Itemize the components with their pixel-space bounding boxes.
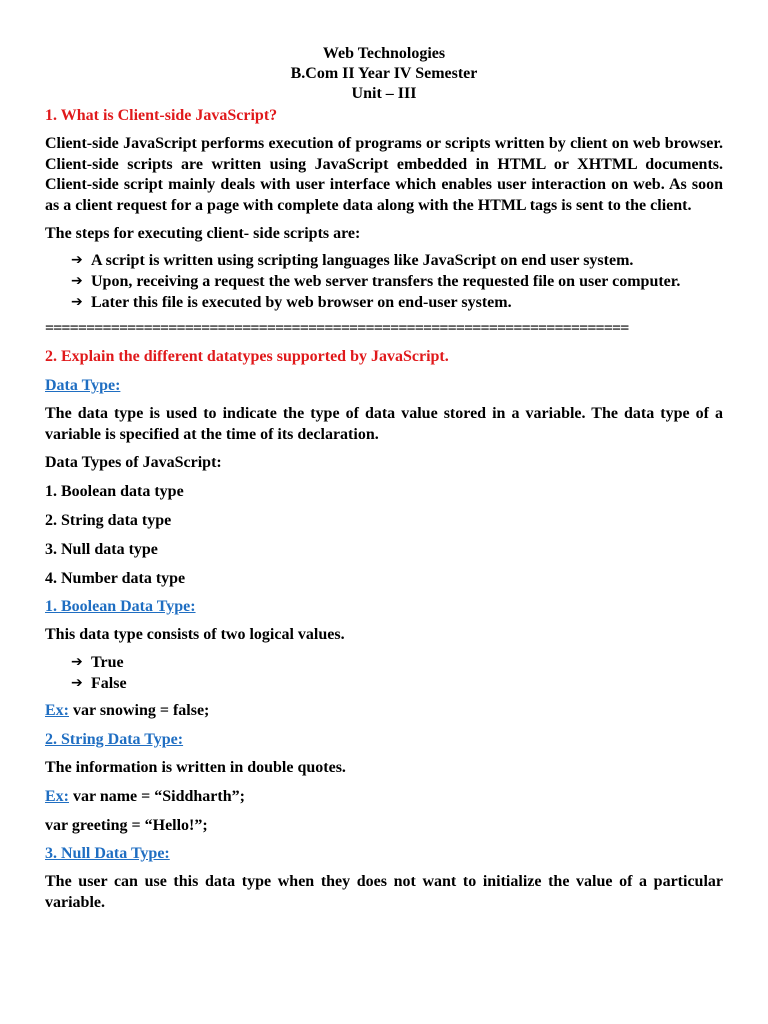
arrow-right-icon: ➔: [71, 273, 83, 289]
arrow-right-icon: ➔: [71, 675, 83, 691]
example-label: Ex:: [45, 788, 69, 805]
string-example: [45, 787, 723, 807]
q1-paragraph: Client-side JavaScript performs execution of programs or scripts written by client on web browser. Client-side scripts are written using JavaScript embedded in HTML or XHTML documents. Client-side script mainly deals with user interface which enables user interaction on web. As soon as a client request for a page with complete data along with the HTML tags is sent to the client.: [45, 135, 723, 214]
arrow-right-icon: ➔: [71, 252, 83, 268]
steps-list: [45, 250, 723, 313]
string-text: The information is written in double quotes.: [45, 759, 346, 776]
list-item: ➔ A script is written using scripting languages like JavaScript on end user system.: [71, 252, 634, 269]
types-intro: Data Types of JavaScript:: [45, 454, 222, 471]
steps-intro: The steps for executing client- side scripts are:: [45, 225, 361, 242]
example-code: var name = “Siddharth”;: [69, 788, 245, 805]
question-1: 1. What is Client-side JavaScript?: [45, 107, 278, 124]
null-text: The user can use this data type when they does not want to initialize the value of a particular variable.: [45, 873, 723, 911]
course-title: Web Technologies: [322, 45, 446, 62]
arrow-right-icon: ➔: [71, 294, 83, 310]
list-item: 4. Number data type: [45, 570, 186, 587]
list-item: 2. String data type: [45, 512, 172, 529]
example-label: Ex:: [45, 702, 69, 719]
string-heading: 2. String Data Type:: [45, 731, 184, 748]
list-item: ➔ Upon, receiving a request the web server transfers the requested file on user computer.: [71, 273, 681, 290]
data-type-paragraph: The data type is used to indicate the type of data value stored in a variable. The data type of a variable is specified at the time of its declaration.: [45, 405, 723, 443]
question-2: 2. Explain the different datatypes supported by JavaScript.: [45, 348, 449, 365]
list-item: ➔ Later this file is executed by web browser on end-user system.: [71, 294, 512, 311]
boolean-values-list: [45, 652, 723, 694]
document-page: [45, 44, 723, 913]
example-code: var snowing = false;: [69, 702, 210, 719]
boolean-heading: 1. Boolean Data Type:: [45, 598, 196, 615]
document-header: [45, 44, 723, 104]
null-heading: 3. Null Data Type:: [45, 845, 170, 862]
data-type-heading: Data Type:: [45, 377, 121, 394]
year-semester: B.Com II Year IV Semester: [290, 65, 478, 82]
string-example-2: var greeting = “Hello!”;: [45, 817, 208, 834]
unit-title: Unit – III: [351, 85, 417, 102]
list-item: 1. Boolean data type: [45, 483, 184, 500]
boolean-example: [45, 701, 723, 721]
boolean-text: This data type consists of two logical values.: [45, 626, 345, 643]
types-list: [45, 482, 723, 589]
list-item: ➔ False: [71, 675, 127, 692]
arrow-right-icon: ➔: [71, 654, 83, 670]
list-item: ➔ True: [71, 654, 124, 671]
list-item: 3. Null data type: [45, 541, 158, 558]
section-separator: =======================================================================: [45, 320, 629, 337]
